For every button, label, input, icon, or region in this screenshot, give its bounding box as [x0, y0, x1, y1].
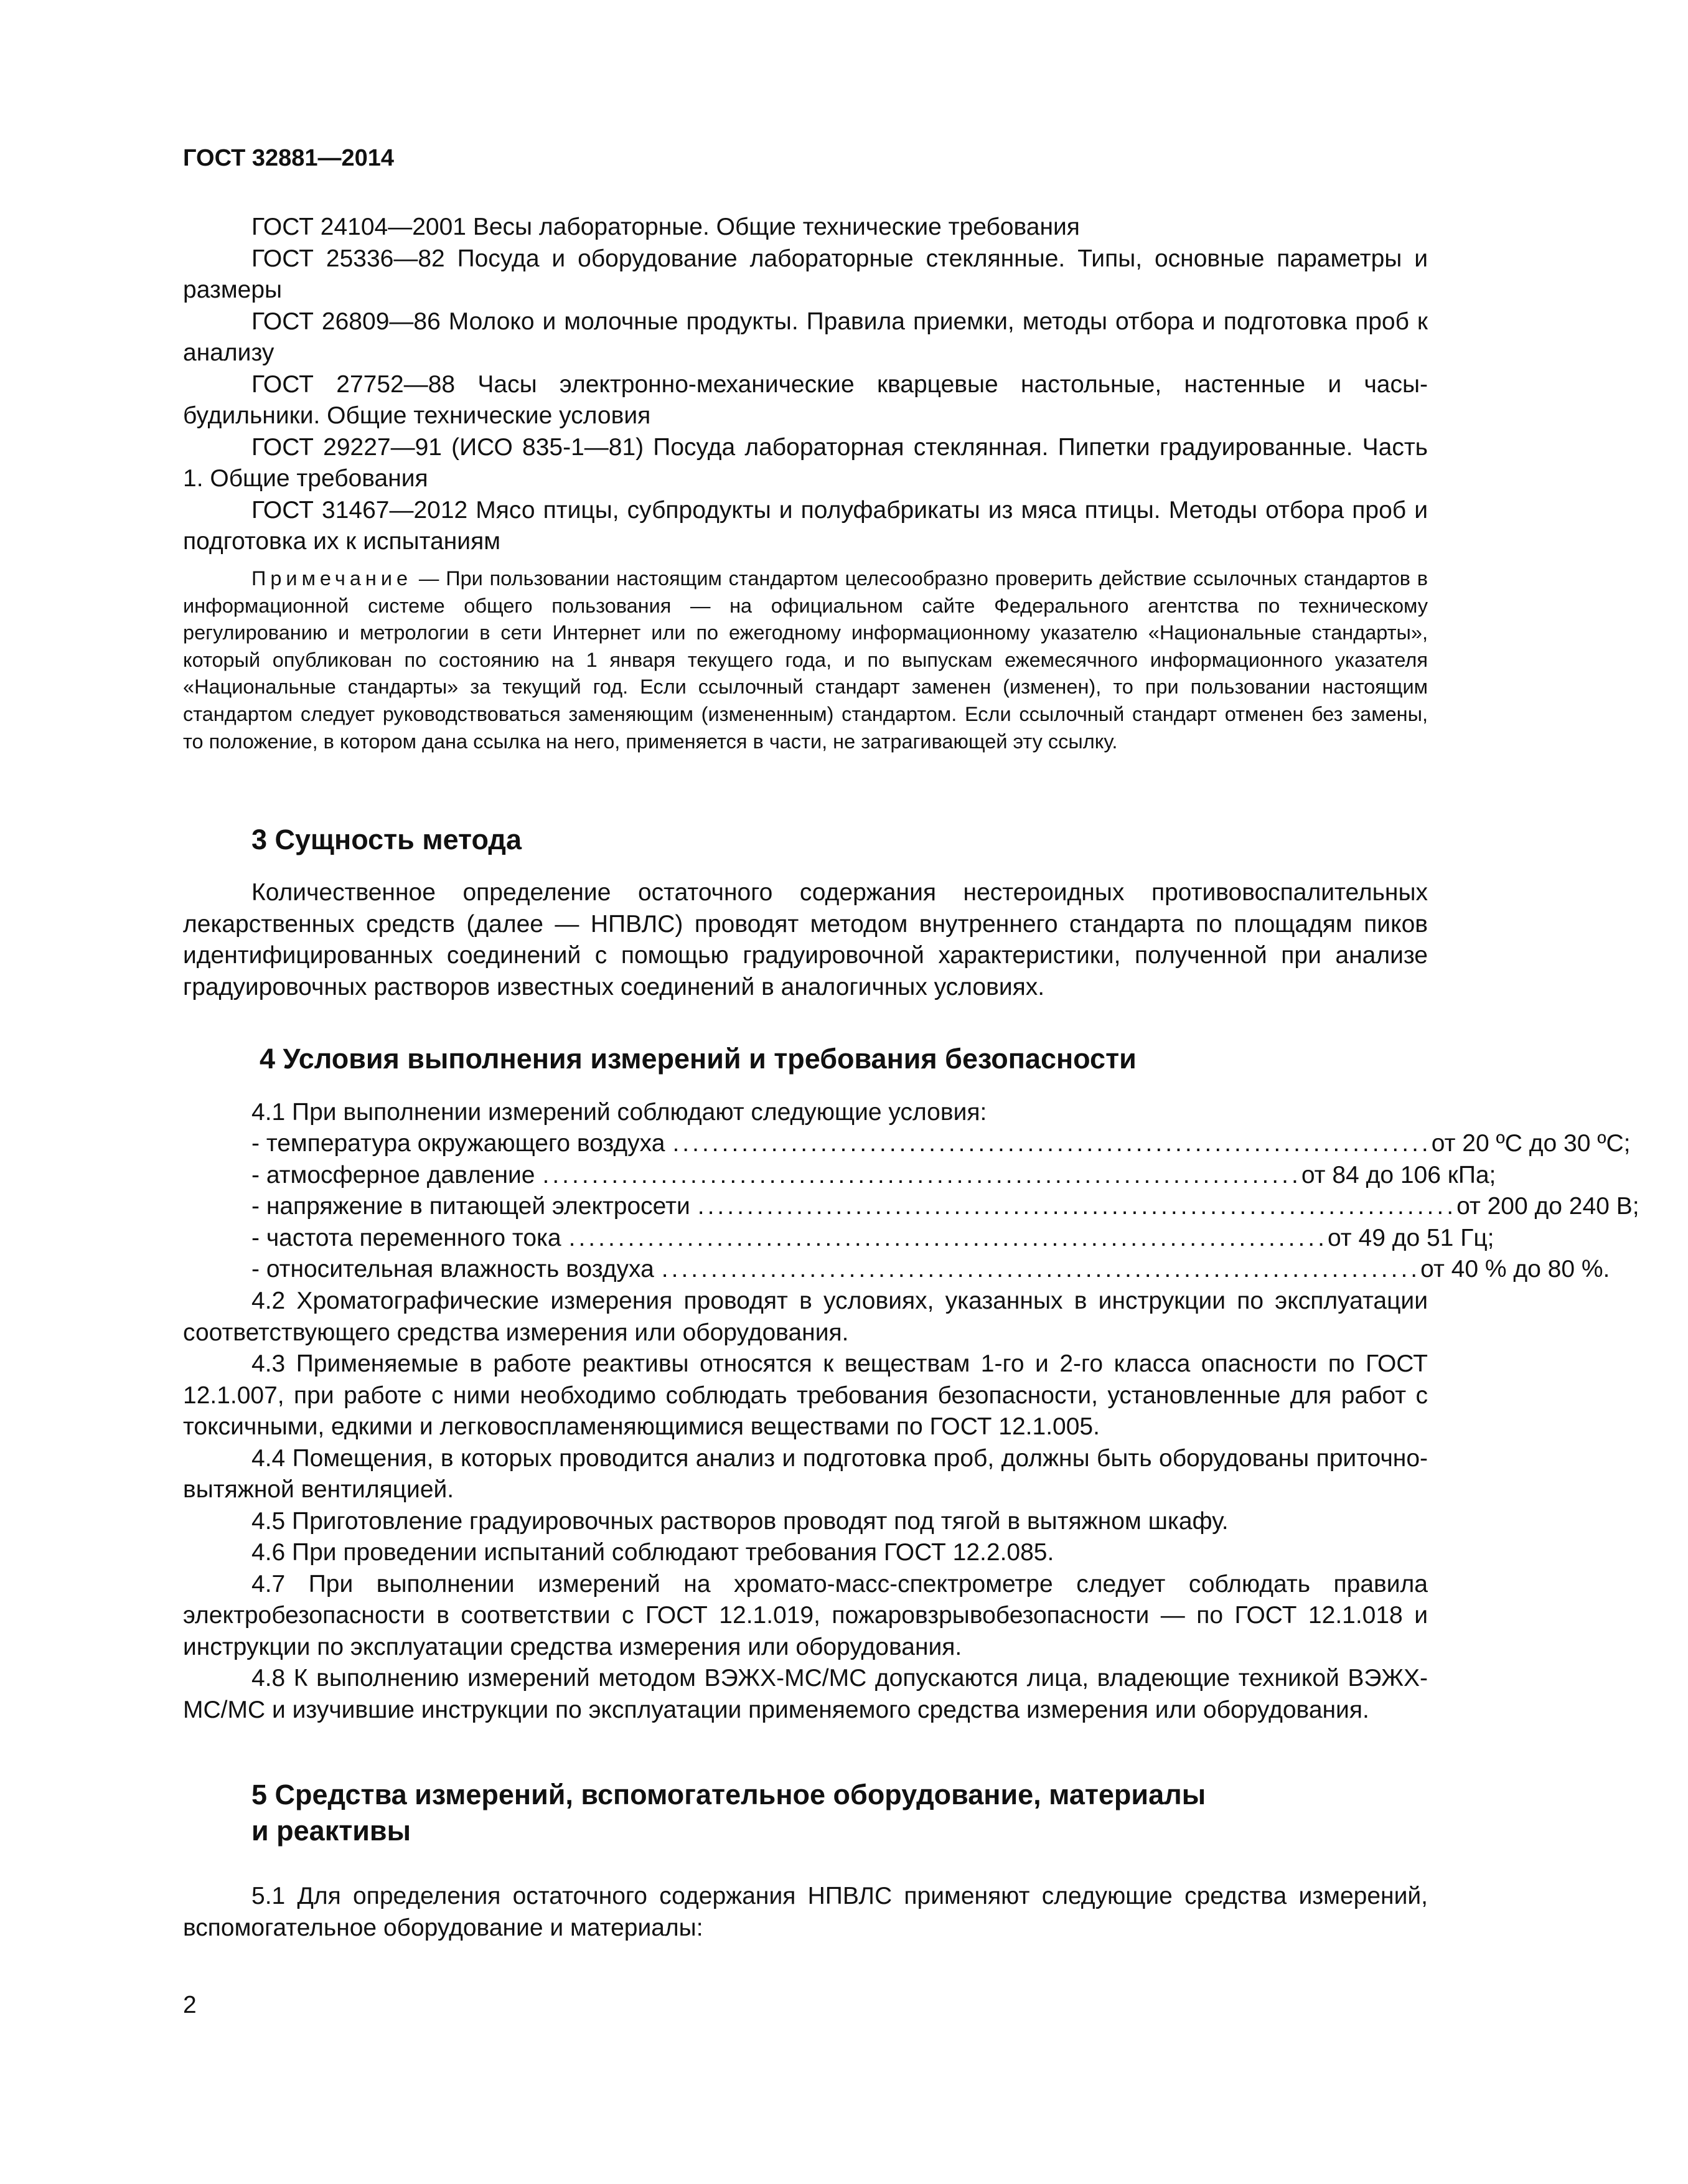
condition-row	[251, 1128, 1631, 1160]
clause-paragraph: 5.1 Для определения остаточного содержания НПВЛС применяют следующие средства измерений, вспомогательное оборудование и материалы:	[183, 1883, 1428, 1941]
reference-item: ГОСТ 26809—86 Молоко и молочные продукты. Правила приемки, методы отбора и подготовка проб к анализу	[183, 308, 1428, 366]
note-text: — При пользовании настоящим стандартом целесообразно проверить действие ссылочных стандартов в информационной системе общего пользования — на официальном сайте Федерального агентства по техническому регулированию и метрологии в сети Интернет или по ежегодному информационному указателю «Национальные стандарты», который опубликован по состоянию на 1 января текущего года, и по выпускам ежемесячного информационного указателя «Национальные стандарты» за текущий год. Если ссылочный стандарт заменен (изменен), то при пользовании настоящим стандартом следует руководствоваться заменяющим (измененным) стандартом. Если ссылочный стандарт отменен без замены, то положение, в котором дана ссылка на него, применяется в части, не затрагивающей эту ссылку.	[183, 567, 1428, 753]
condition-label: - частота переменного тока	[251, 1224, 561, 1251]
reference-item: ГОСТ 29227—91 (ИСО 835-1—81) Посуда лабораторная стеклянная. Пипетки градуированные. Часть 1. Общие требования	[183, 433, 1428, 492]
condition-value: от 200 до 240 В;	[1456, 1193, 1639, 1220]
document-header: ГОСТ 32881—2014	[183, 145, 395, 171]
dot-leader: .............................................................................	[672, 1130, 1432, 1157]
reference-item: ГОСТ 31467—2012 Мясо птицы, субпродукты и полуфабрикаты из мяса птицы. Методы отбора проб и подготовка их к испытаниям	[183, 496, 1428, 555]
dot-leader: .............................................................................	[568, 1224, 1328, 1251]
page-number: 2	[183, 1992, 197, 2018]
section-5-title-line-2: и реактивы	[251, 1815, 411, 1847]
clause-paragraph: 4.8 К выполнению измерений методом ВЭЖХ-МС/МС допускаются лица, владеющие техникой ВЭЖХ-МС/МС и изучившие инструкции по эксплуатации применяемого средства измерения или оборудования.	[183, 1665, 1428, 1723]
clause-paragraph: 4.3 Применяемые в работе реактивы относятся к веществам 1-го и 2-го класса опасности по ГОСТ 12.1.007, при работе с ними необходимо соблюдать требования безопасности, установленные для работ с токсичными, едкими и легковоспламеняющимися веществами по ГОСТ 12.1.005.	[183, 1350, 1428, 1440]
normative-references-list	[183, 212, 1428, 558]
condition-row	[251, 1223, 1494, 1254]
section-5-body	[183, 1881, 1428, 1944]
condition-value: от 40 % до 80 %.	[1420, 1256, 1610, 1283]
section-3-paragraph: Количественное определение остаточного содержания нестероидных противовоспалительных лекарственных средств (далее — НПВЛС) проводят методом внутреннего стандарта по площадям пиков идентифицированных соединений с помощью градуировочной характеристики, полученной при анализе градуировочных растворов известных соединений в аналогичных условиях.	[183, 879, 1428, 1000]
clause-paragraph: 4.7 При выполнении измерений на хромато-масс-спектрометре следует соблюдать правила электробезопасности в соответствии с ГОСТ 12.1.019, пожаровзрывобезопасности — по ГОСТ 12.1.018 и инструкции по эксплуатации средства измерения или оборудования.	[183, 1570, 1428, 1660]
condition-value: от 49 до 51 Гц;	[1327, 1224, 1494, 1251]
clause-4-1-intro: 4.1 При выполнении измерений соблюдают следующие условия:	[251, 1099, 987, 1126]
note-label: Примечание	[251, 567, 413, 590]
condition-row	[251, 1160, 1496, 1192]
condition-label: - температура окружающего воздуха	[251, 1130, 665, 1157]
section-4-clauses	[183, 1286, 1428, 1726]
section-3-body	[183, 877, 1428, 1003]
clause-paragraph: 4.2 Хроматографические измерения проводят в условиях, указанных в инструкции по эксплуатации соответствующего средства измерения или оборудования.	[183, 1287, 1428, 1346]
clause-paragraph: 4.4 Помещения, в которых проводится анализ и подготовка проб, должны быть оборудованы приточно-вытяжной вентиляцией.	[183, 1444, 1428, 1503]
section-5-title	[251, 1777, 1434, 1849]
measurement-conditions-list	[251, 1128, 1639, 1286]
clause-paragraph: 4.5 Приготовление градуировочных растворов проводят под тягой в вытяжном шкафу.	[251, 1507, 1229, 1535]
reference-item: ГОСТ 24104—2001 Весы лабораторные. Общие технические требования	[251, 214, 1080, 240]
condition-value: от 20 ºС до 30 ºС;	[1431, 1130, 1631, 1157]
condition-label: - напряжение в питающей электросети	[251, 1193, 690, 1220]
dot-leader: .............................................................................	[697, 1193, 1457, 1220]
reference-item: ГОСТ 27752—88 Часы электронно-механические кварцевые настольные, настенные и часы-будильники. Общие технические условия	[183, 370, 1428, 429]
dot-leader: .............................................................................	[542, 1161, 1301, 1188]
section-3-title: 3 Сущность метода	[251, 824, 522, 855]
note-paragraph	[183, 565, 1428, 755]
condition-label: - атмосферное давление	[251, 1161, 535, 1188]
section-5-title-line-1: 5 Средства измерений, вспомогательное оборудование, материалы	[251, 1779, 1206, 1810]
condition-row	[251, 1254, 1610, 1286]
reference-item: ГОСТ 25336—82 Посуда и оборудование лабораторные стеклянные. Типы, основные параметры и размеры	[183, 245, 1428, 303]
note-block	[183, 565, 1428, 755]
condition-value: от 84 до 106 кПа;	[1301, 1161, 1496, 1188]
condition-label: - относительная влажность воздуха	[251, 1256, 654, 1283]
clause-paragraph: 4.6 При проведении испытаний соблюдают требования ГОСТ 12.2.085.	[251, 1539, 1054, 1566]
dot-leader: .............................................................................	[661, 1256, 1421, 1283]
condition-row	[251, 1191, 1639, 1223]
section-4-title: 4 Условия выполнения измерений и требования безопасности	[260, 1043, 1137, 1075]
